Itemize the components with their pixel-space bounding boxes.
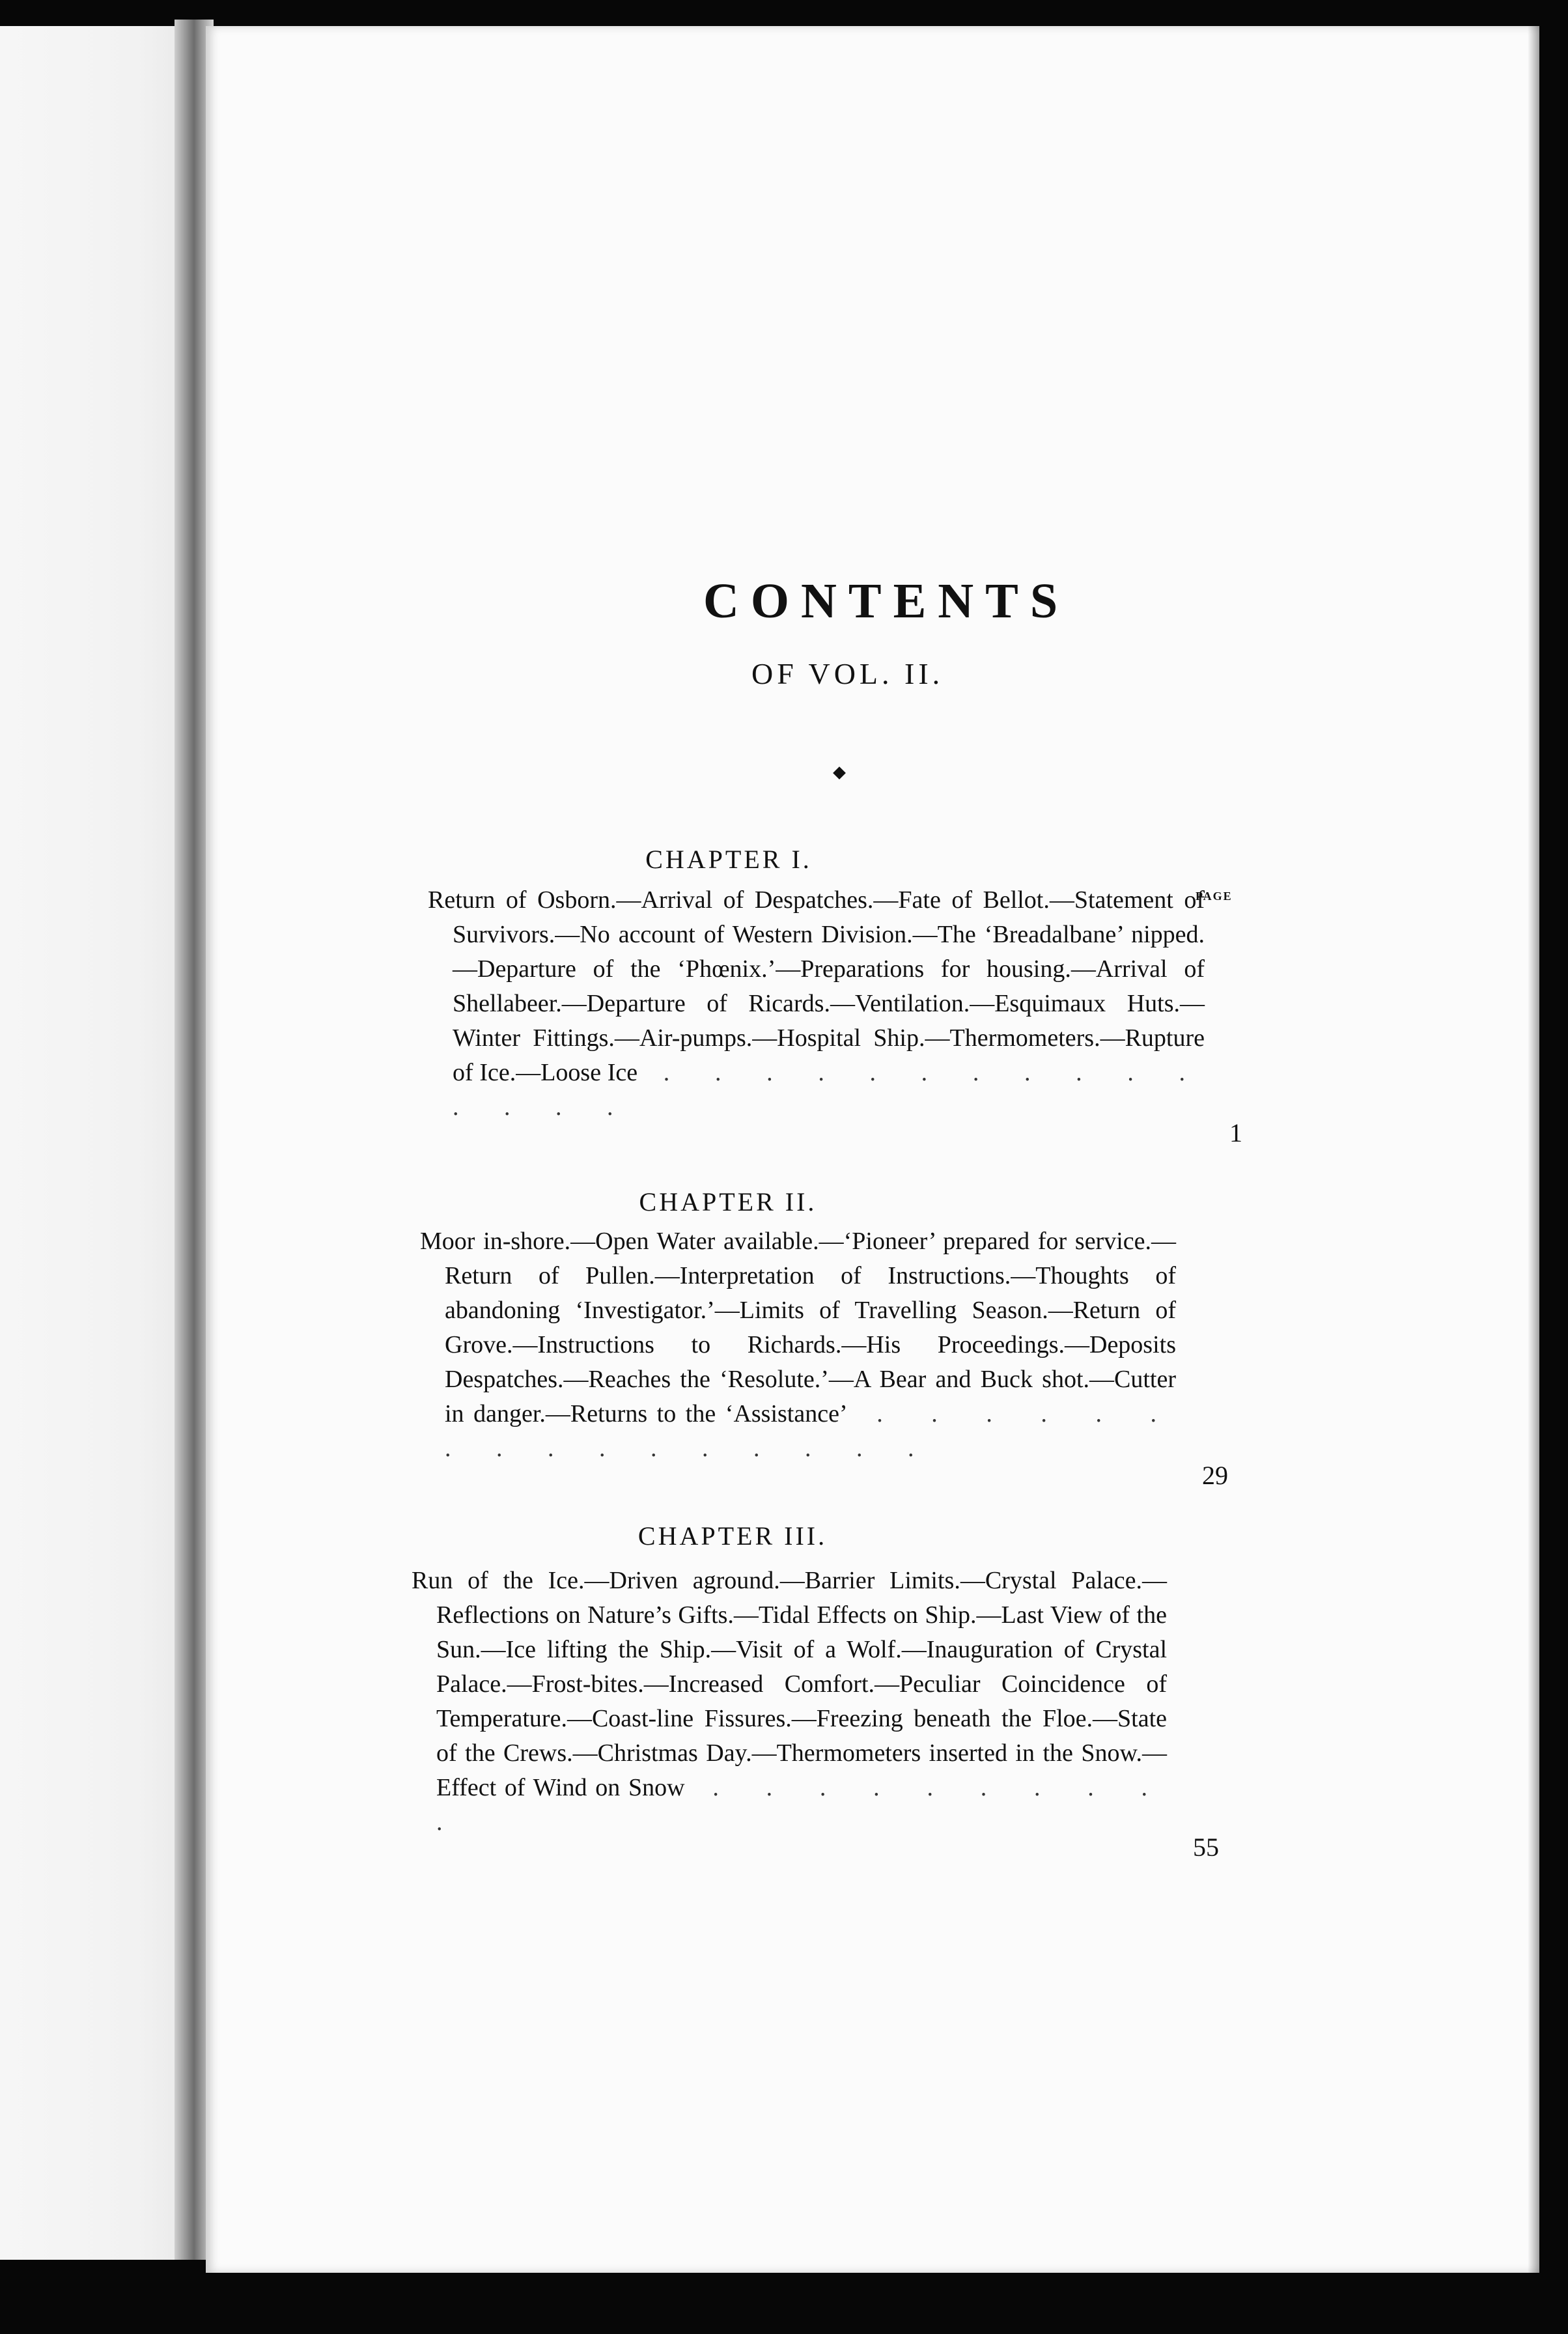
- chapter-summary-text: Run of the Ice.—Driven aground.—Barrier Limits.—Crystal Palace.—Reflections on Nature’s Gifts.—Tidal Effects on Ship.—Last View of the Sun.—Ice lifting the Ship.—Visit of a Wolf.—Inauguration of Crystal Palace.—Frost-bites.—Increased Comfort.—Peculiar Coincidence of Temperature.—Coast-line Fissures.—Freezing beneath the Floe.—State of the Crews.—Christmas Day.—Thermometers inserted in the Snow.—Effect of Wind on Snow: [412, 1567, 1167, 1801]
- dot-leader: . . . . . . . . . .: [436, 1774, 1167, 1836]
- chapter-heading: CHAPTER II.: [639, 1187, 817, 1216]
- chapter-summary: [428, 883, 1205, 1125]
- chapter-page-number: 1: [1229, 1118, 1242, 1147]
- chapter-heading: CHAPTER III.: [637, 1521, 828, 1551]
- chapter-page-number: 29: [1202, 1461, 1228, 1490]
- chapter-summary-text: Return of Osborn.—Arrival of Despatches.—Fate of Bellot.—Statement of Survivors.—No account of Western Division.—The ‘Breadalbane’ nipped.—Departure of the ‘Phœnix.’—Preparations for housing.—Arrival of Shellabeer.—Departure of Ricards.—Ventilation.—Esquimaux Huts.—Winter Fittings.—Air-pumps.—Hospital Ship.—Thermometers.—Rupture of Ice.—Loose Ice: [428, 886, 1205, 1086]
- dot-leader: . . . . . . . . . . . . . . .: [453, 1059, 1205, 1121]
- volume-subtitle: OF VOL. II.: [751, 657, 944, 690]
- contents-title: CONTENTS: [703, 574, 1070, 628]
- facing-page: [0, 26, 195, 2260]
- chapter-summary: [420, 1224, 1176, 1466]
- chapter-summary-text: Moor in-shore.—Open Water available.—‘Pioneer’ prepared for service.—Return of Pullen.—Interpretation of Instructions.—Thoughts of abandoning ‘Investigator.’—Limits of Travelling Season.—Return of Grove.—Instructions to Richards.—His Proceedings.—Deposits Despatches.—Reaches the ‘Resolute.’—A Bear and Buck shot.—Cutter in danger.—Returns to the ‘Assistance’: [420, 1228, 1176, 1427]
- chapter-page-number: 55: [1193, 1833, 1219, 1862]
- page-edge-shadow: [1528, 26, 1539, 2273]
- chapter-heading: CHAPTER I.: [645, 845, 812, 874]
- page-column-label: PAGE: [1196, 890, 1233, 903]
- chapter-summary: [412, 1564, 1167, 1840]
- dot-leader: . . . . . . . . . . . . . . . .: [445, 1400, 1176, 1462]
- contents-page: [206, 26, 1539, 2273]
